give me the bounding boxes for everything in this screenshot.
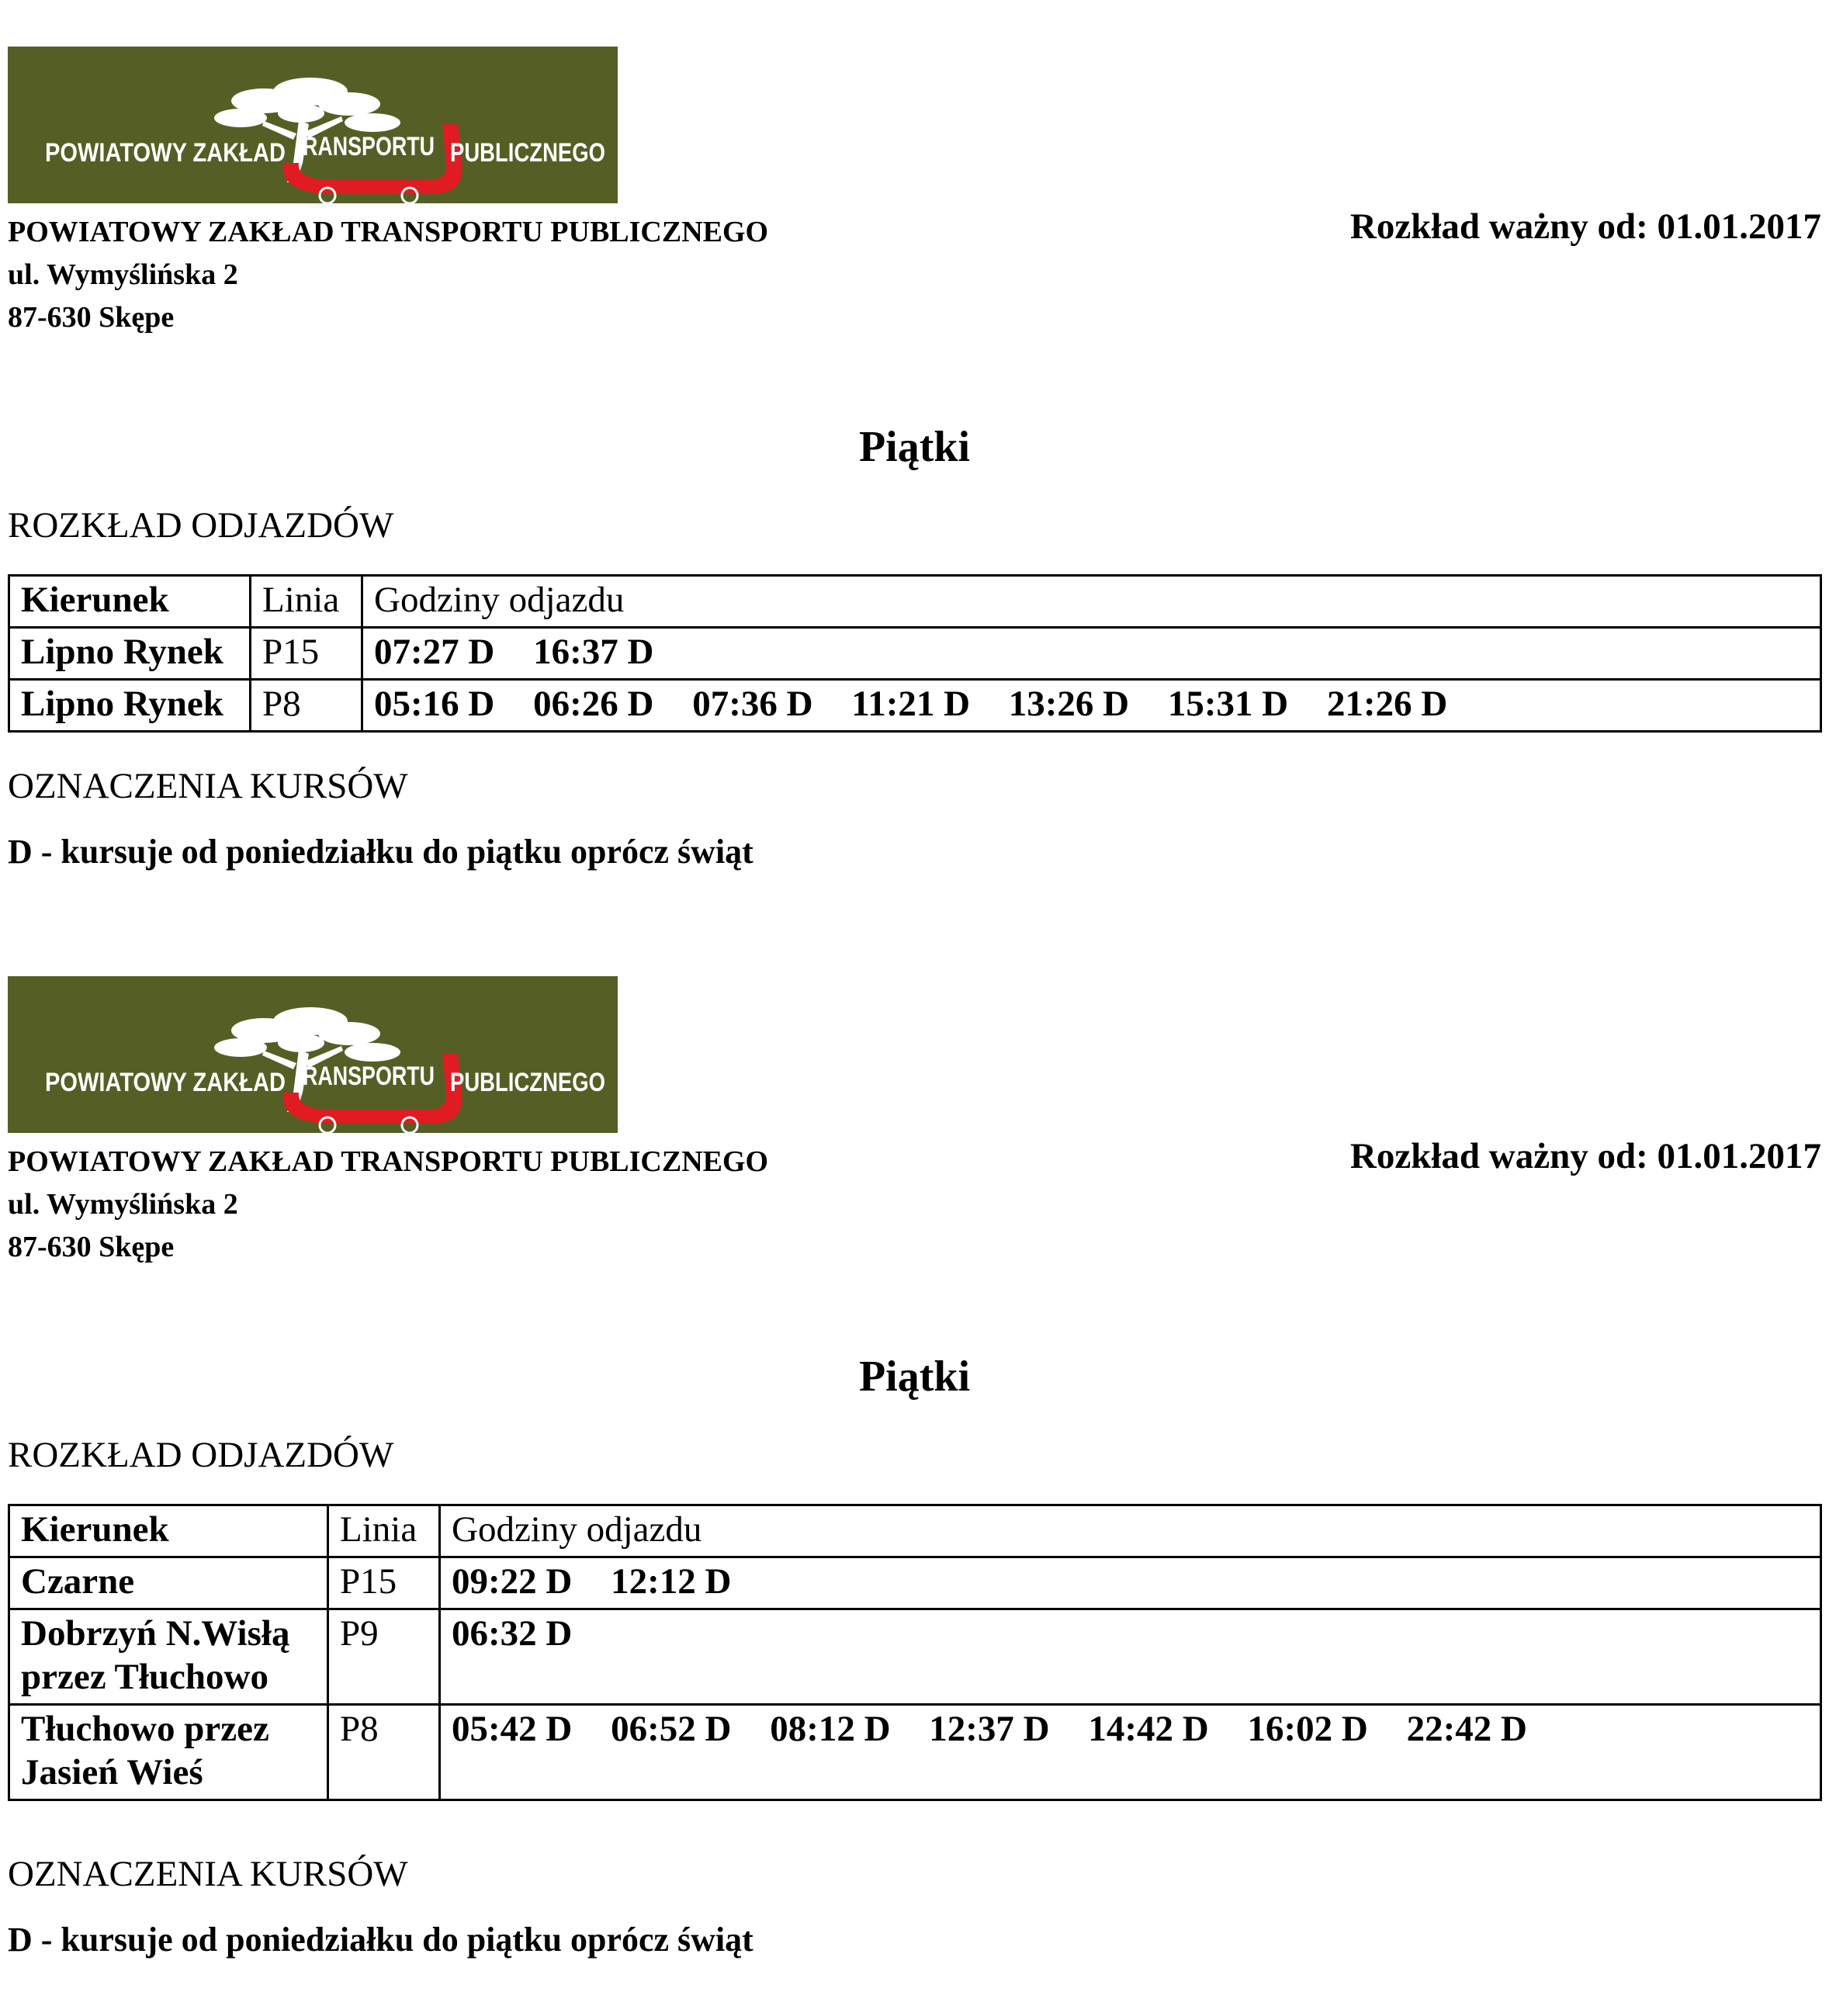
departure-time: 06:26 D [533, 684, 654, 724]
departure-time: 06:32 D [452, 1613, 573, 1654]
departure-time: 21:26 D [1326, 684, 1448, 724]
valid-from: Rozkład ważny od: 01.01.2017 [1349, 1136, 1821, 1176]
departure-time: 16:02 D [1247, 1709, 1368, 1749]
org-address [8, 1141, 768, 1269]
departure-time: 07:36 D [692, 684, 813, 724]
departure-time: 09:22 D [452, 1561, 573, 1602]
departure-time: 12:12 D [611, 1561, 732, 1602]
logo-graphic [8, 47, 618, 203]
row-line: P15 [328, 1557, 440, 1609]
org-city: 87-630 Skępe [8, 301, 175, 334]
row-direction: Tłuchowo przez Jasień Wieś [9, 1705, 328, 1800]
header-line: Linia [251, 576, 362, 628]
schedule-heading: ROZKŁAD ODJAZDÓW [8, 1435, 394, 1475]
departure-time: 06:52 D [611, 1709, 732, 1749]
departure-time: 08:12 D [770, 1709, 891, 1749]
table-row [9, 1557, 1821, 1609]
row-direction: Dobrzyń N.Wisłą przez Tłuchowo [9, 1609, 328, 1705]
org-address [8, 211, 768, 339]
logo-text-mid: RANSPORTU [303, 1062, 435, 1091]
logo-text-left: POWIATOWY ZAKŁAD [45, 138, 286, 168]
table-header-row [9, 1505, 1821, 1557]
day-title: Piątki [858, 1353, 971, 1401]
table-header-row [9, 576, 1821, 628]
row-line: P8 [251, 680, 362, 732]
row-times [440, 1609, 1821, 1705]
logo-text-left: POWIATOWY ZAKŁAD [45, 1068, 286, 1097]
row-direction: Czarne [9, 1557, 328, 1609]
company-logo [8, 47, 618, 203]
table-row [9, 1705, 1821, 1800]
logo-text-right: PUBLICZNEGO [450, 1068, 605, 1097]
org-city: 87-630 Skępe [8, 1231, 175, 1263]
header-direction: Kierunek [9, 576, 251, 628]
company-logo [8, 976, 618, 1133]
org-name: POWIATOWY ZAKŁAD TRANSPORTU PUBLICZNEGO [8, 1145, 769, 1178]
departure-time: 15:31 D [1167, 684, 1289, 724]
table-row [9, 628, 1821, 680]
table-row [9, 1609, 1821, 1705]
header-direction: Kierunek [9, 1505, 328, 1557]
schedule-heading: ROZKŁAD ODJAZDÓW [8, 505, 394, 546]
row-line: P15 [251, 628, 362, 680]
departure-time: 12:37 D [929, 1709, 1050, 1749]
row-times [440, 1705, 1821, 1800]
departure-time: 05:16 D [374, 684, 495, 724]
legend-text: D - kursuje od poniedziałku do piątku oprócz świąt [8, 833, 753, 871]
org-street: ul. Wymyślińska 2 [8, 1188, 238, 1221]
timetable-section-2 [0, 930, 1829, 2016]
header-line: Linia [328, 1505, 440, 1557]
header-times: Godziny odjazdu [440, 1505, 1821, 1557]
timetable-section-1 [0, 0, 1829, 931]
org-name: POWIATOWY ZAKŁAD TRANSPORTU PUBLICZNEGO [8, 216, 769, 248]
row-times [362, 680, 1821, 732]
legend-text: D - kursuje od poniedziałku do piątku oprócz świąt [8, 1921, 753, 1959]
departure-time: 13:26 D [1008, 684, 1130, 724]
departure-time: 07:27 D [374, 632, 495, 672]
departure-time: 14:42 D [1088, 1709, 1209, 1749]
header-times: Godziny odjazdu [362, 576, 1821, 628]
org-street: ul. Wymyślińska 2 [8, 258, 238, 291]
logo-text-mid: RANSPORTU [303, 132, 435, 161]
legend-heading: OZNACZENIA KURSÓW [8, 766, 408, 806]
logo-graphic [8, 976, 618, 1133]
row-line: P9 [328, 1609, 440, 1705]
table-row [9, 680, 1821, 732]
logo-text-right: PUBLICZNEGO [450, 138, 605, 168]
departure-time: 05:42 D [452, 1709, 573, 1749]
departure-time: 22:42 D [1406, 1709, 1527, 1749]
valid-from: Rozkład ważny od: 01.01.2017 [1349, 206, 1821, 247]
departure-table [8, 574, 1822, 733]
day-title: Piątki [858, 423, 971, 471]
departure-table [8, 1504, 1822, 1801]
departure-time: 16:37 D [533, 632, 654, 672]
row-times [362, 628, 1821, 680]
row-direction: Lipno Rynek [9, 680, 251, 732]
legend-heading: OZNACZENIA KURSÓW [8, 1854, 408, 1894]
departure-time: 11:21 D [851, 684, 971, 724]
row-line: P8 [328, 1705, 440, 1800]
row-direction: Lipno Rynek [9, 628, 251, 680]
row-times [440, 1557, 1821, 1609]
